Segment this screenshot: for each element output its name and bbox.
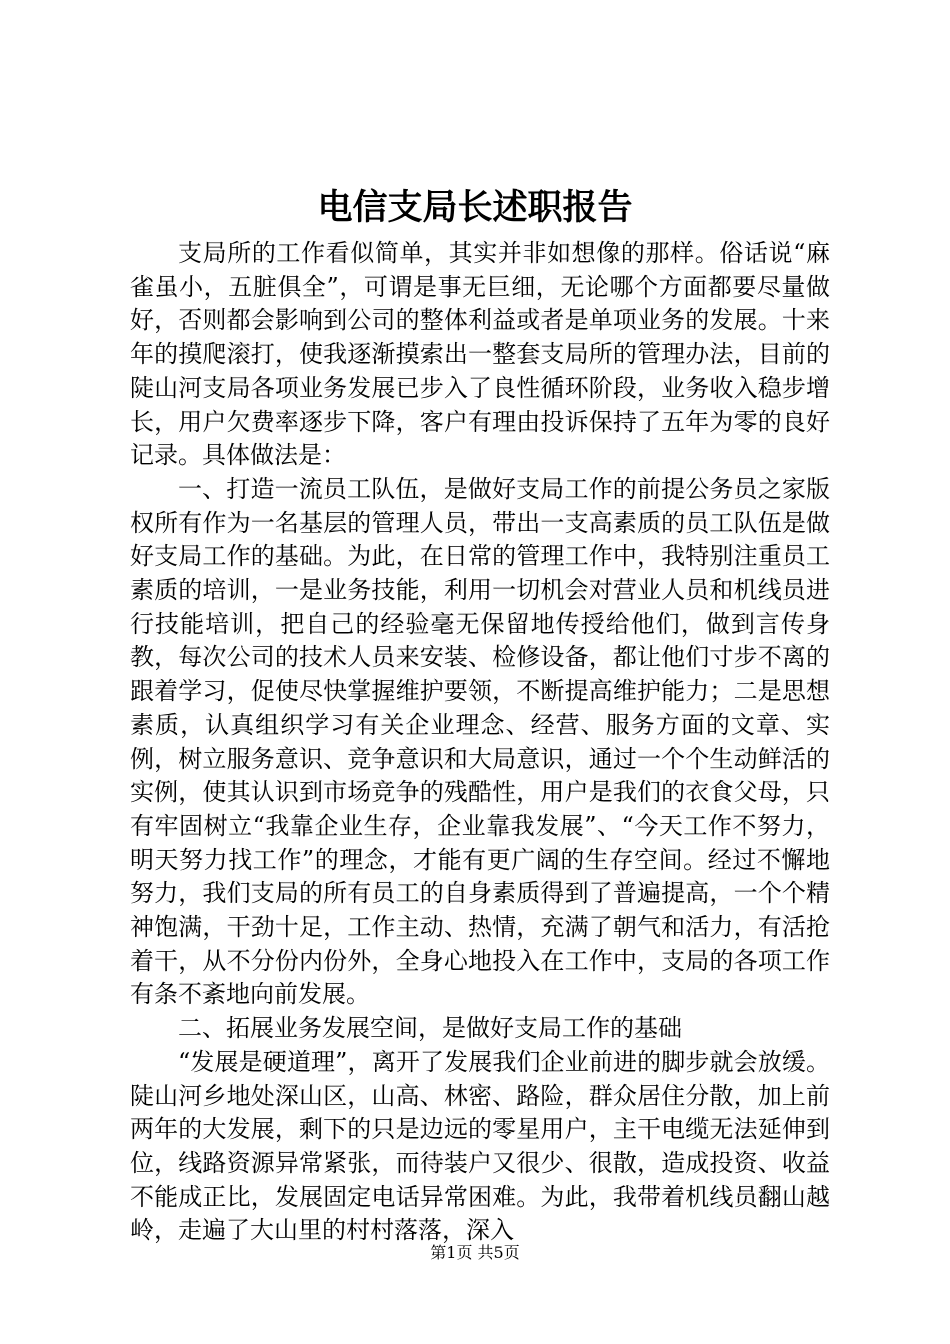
document-body — [130, 237, 830, 1248]
paragraph-intro: 支局所的工作看似简单，其实并非如想像的那样。俗话说“麻雀虽小，五脏俱全”，可谓是事无巨细，无论哪个方面都要尽量做好，否则都会影响到公司的整体利益或者是单项业务的发展。十来年的摸爬滚打，使我逐渐摸索出一整套支局所的管理办法，目前的陡山河支局各项业务发展已步入了良性循环阶段，业务收入稳步增长，用户欠费率逐步下降，客户有理由投诉保持了五年为零的良好记录。具体做法是： — [130, 239, 830, 470]
paragraph-section-2-heading: 二、拓展业务发展空间，是做好支局工作的基础 — [178, 1014, 682, 1043]
page-number-footer: 第1页 共5页 — [430, 1243, 520, 1262]
paragraph-section-1: 一、打造一流员工队伍，是做好支局工作的前提公务员之家版权所有作为一名基层的管理人员，带出一支高素质的员工队伍是做好支局工作的基础。为此，在日常的管理工作中，我特别注重员工素质的培训，一是业务技能，利用一切机会对营业人员和机线员进行技能培训，把自己的经验毫无保留地传授给他们，做到言传身教，每次公司的技术人员来安装、检修设备，都让他们寸步不离的跟着学习，促使尽快掌握维护要领，不断提高维护能力；二是思想素质，认真组织学习有关企业理念、经营、服务方面的文章、实例，树立服务意识、竞争意识和大局意识，通过一个个生动鲜活的实例，使其认识到市场竞争的残酷性，用户是我们的衣食父母，只有牢固树立“我靠企业生存，企业靠我发展”、“今天工作不努力，明天努力找工作”的理念，才能有更广阔的生存空间。经过不懈地努力，我们支局的所有员工的自身素质得到了普遍提高，一个个精神饱满，干劲十足，工作主动、热情，充满了朝气和活力，有活抢着干，从不分份内份外，全身心地投入在工作中，支局的各项工作有条不紊地向前发展。 — [130, 474, 830, 1009]
paragraph-section-2-body: “发展是硬道理”，离开了发展我们企业前进的脚步就会放缓。陡山河乡地处深山区，山高、林密、路险，群众居住分散，加上前两年的大发展，剩下的只是边远的零星用户，主干电缆无法延伸到位，线路资源异常紧张，而待装户又很少、很散，造成投资、收益不能成正比，发展固定电话异常困难。为此，我带着机线员翻山越岭，走遍了大山里的村村落落，深入 — [130, 1047, 830, 1245]
document-title: 电信支局长述职报告 — [317, 187, 633, 228]
